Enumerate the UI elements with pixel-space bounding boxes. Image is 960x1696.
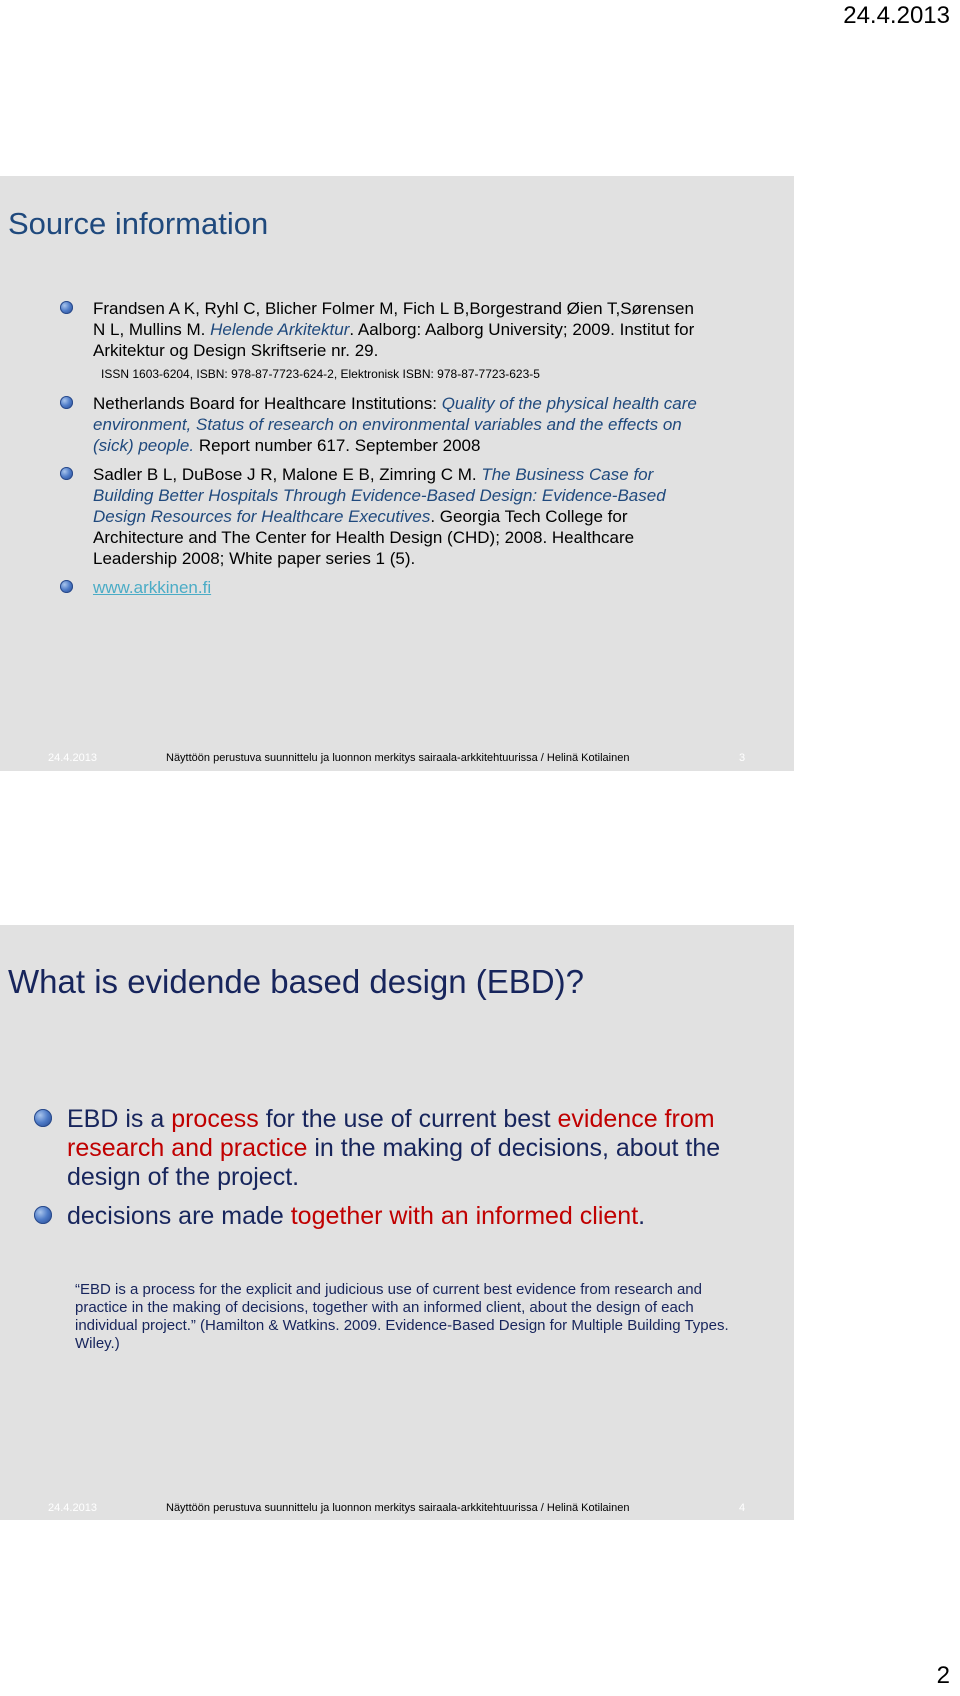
ebd-bullet-item <box>34 1202 734 1231</box>
website-link[interactable]: www.arkkinen.fi <box>93 578 212 597</box>
footer-text: Näyttöön perustuva suunnittelu ja luonnon merkitys sairaala-arkkitehtuurissa / Helinä Kotilainen <box>166 1502 630 1514</box>
reference-issn: ISSN 1603-6204, ISBN: 978-87-7723-624-2, Elektronisk ISBN: 978-87-7723-623-5 <box>101 367 540 381</box>
reference-details: Report number 617. September 2008 <box>194 436 481 455</box>
bullet-text: . <box>638 1202 646 1230</box>
reference-authors: Netherlands Board for Healthcare Institutions: <box>93 394 442 413</box>
reference-item <box>60 393 700 456</box>
reference-item <box>60 464 700 569</box>
slide-source-information <box>0 176 794 771</box>
reference-authors: Frandsen A K, Ryhl C, Blicher Folmer M, Fich L B,Borgestrand Øien T,Sørensen N L, Mullins M. <box>93 299 694 339</box>
ebd-bullet-list <box>34 1105 734 1241</box>
reference-item <box>60 577 700 598</box>
slide-title: Source information <box>8 206 269 241</box>
ebd-quote: “EBD is a process for the explicit and judicious use of current best evidence from research and practice in the making of decisions, together with an informed client, about the design of each individual project.” (Hamilton & Watkins. 2009. Evidence-Based Design for Multiple Building Types. Wiley.) <box>75 1281 729 1352</box>
highlight-text: together with an informed client <box>290 1202 639 1230</box>
highlight-text: process <box>171 1105 259 1133</box>
bullet-icon <box>60 301 73 314</box>
reference-details: . Aalborg: Aalborg University; 2009. Institut for Arkitektur og Design Skriftserie nr. 29. <box>93 320 695 360</box>
bullet-text: in the making of decisions, about the design of the project. <box>67 1134 721 1191</box>
bullet-icon <box>34 1206 52 1224</box>
reference-title: Helende Arkitektur <box>210 320 350 339</box>
footer-text: Näyttöön perustuva suunnittelu ja luonnon merkitys sairaala-arkkitehtuurissa / Helinä Kotilainen <box>166 752 630 764</box>
bullet-icon <box>60 396 73 409</box>
reference-title: The Business Case for Building Better Hospitals Through Evidence-Based Design: Evidence-Based Design Resources for Healthcare Executives <box>93 465 666 526</box>
bullet-text: decisions are made <box>67 1202 291 1230</box>
footer-date: 24.4.2013 <box>48 1502 97 1514</box>
page-number: 2 <box>936 1662 950 1689</box>
highlight-text: evidence from research and practice <box>67 1105 715 1162</box>
bullet-icon <box>60 467 73 480</box>
reference-title: Quality of the physical health care environment, Status of research on environmental variables and the effects on (sick) people. <box>93 394 697 455</box>
slide-title: What is evidende based design (EBD)? <box>8 963 584 1000</box>
bullet-text: EBD is a <box>67 1105 172 1133</box>
page-date: 24.4.2013 <box>843 2 950 29</box>
bullet-text: for the use of current best <box>258 1105 558 1133</box>
reference-details: . Georgia Tech College for Architecture and The Center for Health Design (CHD); 2008. Healthcare Leadership 2008; White paper series 1 (5). <box>93 507 635 568</box>
reference-authors: Sadler B L, DuBose J R, Malone E B, Zimring C M. <box>93 465 482 484</box>
footer-date: 24.4.2013 <box>48 752 97 764</box>
slide-number: 3 <box>739 752 746 764</box>
reference-list <box>60 298 700 606</box>
reference-item <box>60 298 700 385</box>
ebd-bullet-item <box>34 1105 734 1192</box>
bullet-icon <box>60 580 73 593</box>
bullet-icon <box>34 1109 52 1127</box>
slide-what-is-ebd <box>0 925 794 1520</box>
slide-number: 4 <box>739 1502 746 1514</box>
